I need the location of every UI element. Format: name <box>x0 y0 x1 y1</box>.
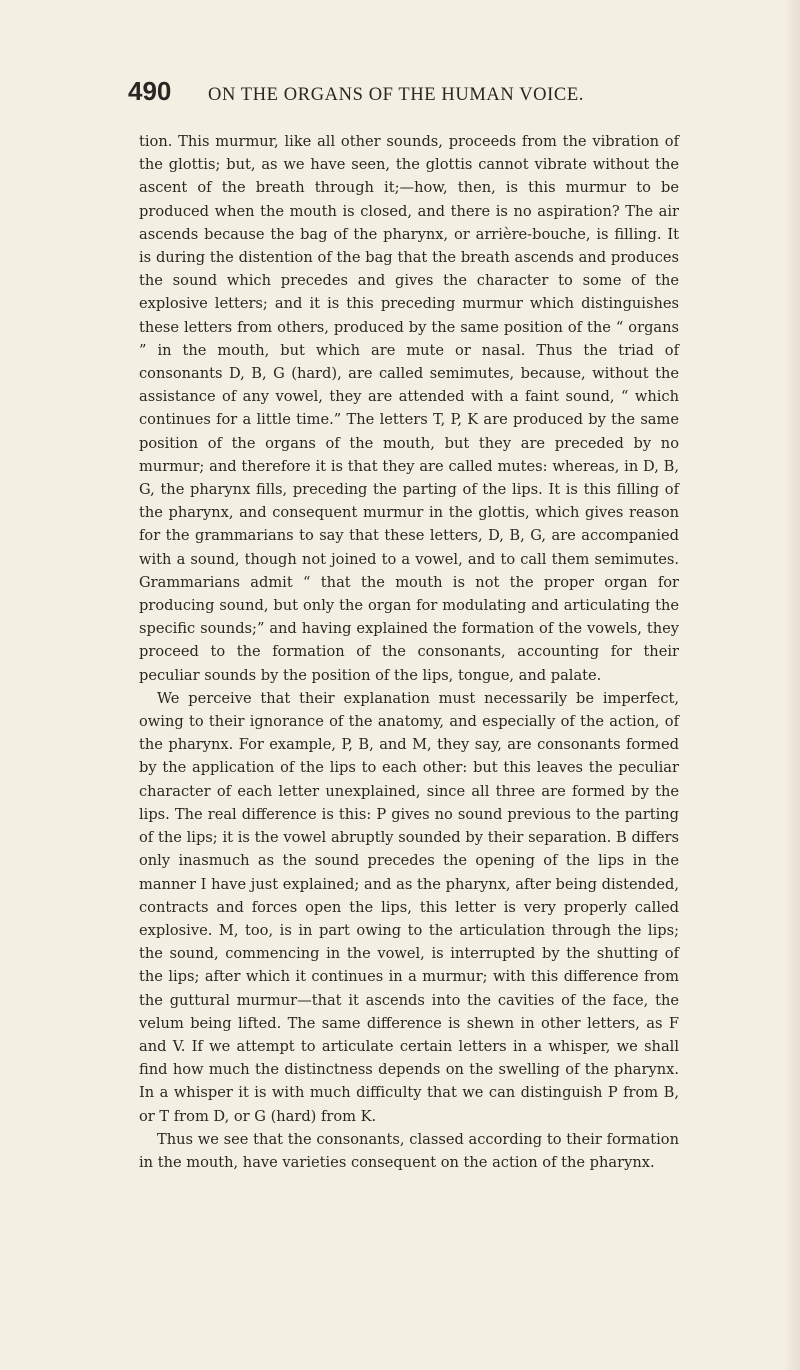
paragraph: tion. This murmur, like all other sounds, proceeds from the vibration of the glottis; but, as we have seen, the glottis cannot vibrate without the ascent of the breath through it;—how, then, is this murmur to be produced when the mouth is closed, and there is no aspiration? The air ascends because the bag of the pharynx, or arrière-bouche, is filling. It is during the distention of the bag that the breath ascends and produces the sound which precedes and gives the character to some of the explosive letters; and it is this preceding murmur which distinguishes these letters from others, produced by the same position of the “ organs ” in the mouth, but which are mute or nasal. Thus the triad of consonants D, B, G (hard), are called semimutes, because, without the assistance of any vowel, they are attended with a faint sound, “ which continues for a little time.” The letters T, P, K are produced by the same position of the organs of the mouth, but they are preceded by no murmur; and therefore it is that they are called mutes: whereas, in D, B, G, the pharynx fills, preceding the parting of the lips. It is this filling of the pharynx, and consequent murmur in the glottis, which gives reason for the grammarians to say that these letters, D, B, G, are accompanied with a sound, though not joined to a vowel, and to call them semimutes. Grammarians admit “ that the mouth is not the proper organ for producing sound, but only the organ for modulating and articulating the specific sounds;” and having explained the formation of the vowels, they proceed to the formation of the consonants, accounting for their peculiar sounds by the position of the lips, tongue, and palate. <box>139 133 679 684</box>
paragraph: We perceive that their explanation must necessarily be imperfect, owing to their ignorance of the anatomy, and especially of the action, of the pharynx. For example, P, B, and M, they say, are consonants formed by the application of the lips to each other: but this leaves the peculiar character of each letter unexplained, since all three are formed by the lips. The real difference is this: P gives no sound previous to the parting of the lips; it is the vowel abruptly sounded by their separation. B differs only inasmuch as the sound precedes the opening of the lips in the manner I have just explained; and as the pharynx, after being distended, contracts and forces open the lips, this letter is very properly called explosive. M, too, is in part owing to the articulation through the lips; the sound, commencing in the vowel, is interrupted by the shutting of the lips; after which it continues in a murmur; with this difference from the guttural murmur—that it ascends into the cavities of the face, the velum being lifted. The same difference is shewn in other letters, as F and V. If we attempt to articulate certain letters in a whisper, we shall find how much the distinctness depends on the swelling of the pharynx. In a whisper it is with much difficulty that we can distinguish P from B, or T from D, or G (hard) from K. <box>139 689 679 1125</box>
page-edge-shadow <box>784 0 800 1370</box>
page-header <box>128 76 688 107</box>
paragraph: Thus we see that the consonants, classed according to their formation in the mouth, have varieties consequent on the action of the pharynx. <box>139 1130 679 1171</box>
body-text <box>139 130 679 1174</box>
running-head: ON THE ORGANS OF THE HUMAN VOICE. <box>208 85 584 105</box>
page-number: 490 <box>128 76 172 106</box>
